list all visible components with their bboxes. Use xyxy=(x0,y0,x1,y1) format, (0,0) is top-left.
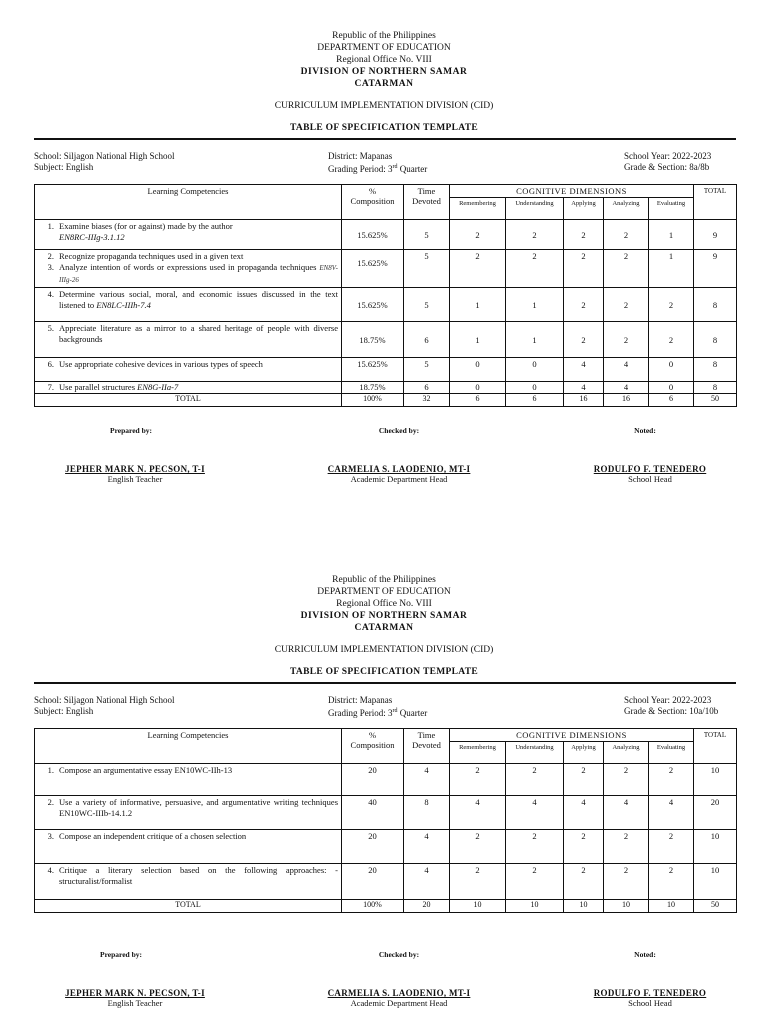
tos-sheet-grade10 xyxy=(0,574,768,1008)
noted-role: School Head xyxy=(628,998,672,1008)
checked-by-label: Checked by: xyxy=(378,950,420,959)
col-composition: % Composition xyxy=(342,729,404,764)
school-year: School Year: 2022-2023 xyxy=(624,151,712,161)
school-name: School: Siljagon National High School xyxy=(34,151,175,161)
checked-role: Academic Department Head xyxy=(350,474,448,484)
checked-by-block xyxy=(334,950,464,959)
grade-section: Grade & Section: 10a/10b xyxy=(624,706,719,716)
header-region: Regional Office No. VIII xyxy=(336,55,432,65)
header-republic: Republic of the Philippines xyxy=(332,575,436,585)
col-applying: Applying xyxy=(564,742,604,764)
col-cognitive: COGNITIVE DIMENSIONS xyxy=(450,185,694,198)
table-row: 1. Examine biases (for or against) made by the author EN8RC-IIIg-3.1.12 15.625% 5 2 2 2 2 1 9 xyxy=(35,220,737,250)
noted-name: RODULFO F. TENEDERO xyxy=(593,464,707,474)
checked-name: CARMELIA S. LAODENIO, MT-I xyxy=(327,988,471,998)
title-rule xyxy=(34,138,736,140)
col-analyzing: Analyzing xyxy=(604,742,649,764)
document-title: TABLE OF SPECIFICATION TEMPLATE xyxy=(290,667,478,677)
checked-name: CARMELIA S. LAODENIO, MT-I xyxy=(327,464,471,474)
grade-section: Grade & Section: 8a/8b xyxy=(624,162,710,172)
grading-period: Grading Period: 3rd Quarter xyxy=(328,164,428,174)
grading-period: Grading Period: 3rd Quarter xyxy=(328,708,428,718)
district: District: Mapanas xyxy=(328,695,393,705)
prepared-by-block xyxy=(56,950,186,959)
col-time: Time Devoted xyxy=(404,185,450,220)
prepared-name: JEPHER MARK N. PECSON, T-I xyxy=(65,988,205,998)
table-row: 5. Appreciate literature as a mirror to a shared heritage of people with diverse backgrounds 18.75% 6 1 1 2 2 2 8 xyxy=(35,322,737,358)
total-row: TOTAL 100% 20 10 10 10 10 10 50 xyxy=(35,900,737,913)
cid-heading: CURRICULUM IMPLEMENTATION DIVISION (CID) xyxy=(274,645,494,655)
title-rule xyxy=(34,682,736,684)
noted-label: Noted: xyxy=(634,950,656,959)
col-understanding: Understanding xyxy=(506,742,564,764)
noted-label: Noted: xyxy=(634,426,656,435)
checked-role: Academic Department Head xyxy=(350,998,448,1008)
prepared-signatory xyxy=(40,464,230,484)
noted-role: School Head xyxy=(628,474,672,484)
col-remembering: Remembering xyxy=(450,742,506,764)
checked-signatory xyxy=(304,464,494,484)
prepared-role: English Teacher xyxy=(107,998,163,1008)
total-row: TOTAL 100% 32 6 6 16 16 6 50 xyxy=(35,394,737,407)
col-competencies: Learning Competencies xyxy=(35,185,342,220)
col-time: Time Devoted xyxy=(404,729,450,764)
header-republic: Republic of the Philippines xyxy=(332,31,436,41)
prepared-role: English Teacher xyxy=(107,474,163,484)
table-row: 4. Determine various social, moral, and economic issues discussed in the text listened to EN8LC-IIIh-7.4 15.625% 5 1 1 2 2 2 8 xyxy=(35,288,737,322)
noted-block xyxy=(580,426,710,435)
col-analyzing: Analyzing xyxy=(604,198,649,220)
header-city: CATARMAN xyxy=(354,623,414,633)
letterhead xyxy=(0,30,768,90)
col-composition: % Composition xyxy=(342,185,404,220)
header-division: DIVISION OF NORTHERN SAMAR xyxy=(300,67,468,77)
school-year: School Year: 2022-2023 xyxy=(624,695,712,705)
col-understanding: Understanding xyxy=(506,198,564,220)
tos-sheet-grade8 xyxy=(0,30,768,484)
col-competencies: Learning Competencies xyxy=(35,729,342,764)
subject: Subject: English xyxy=(34,162,94,172)
prepared-signatory xyxy=(40,988,230,1008)
noted-signatory xyxy=(555,464,745,484)
checked-by-block xyxy=(334,426,464,435)
header-region: Regional Office No. VIII xyxy=(336,599,432,609)
header-deped: DEPARTMENT OF EDUCATION xyxy=(317,43,451,53)
prepared-by-label: Prepared by: xyxy=(109,426,152,435)
cid-heading: CURRICULUM IMPLEMENTATION DIVISION (CID) xyxy=(274,101,494,111)
table-row: 1. Compose an argumentative essay EN10WC-IIh-13 20 4 2 2 2 2 2 10 xyxy=(35,764,737,796)
letterhead xyxy=(0,574,768,634)
subject: Subject: English xyxy=(34,706,94,716)
document-title: TABLE OF SPECIFICATION TEMPLATE xyxy=(290,123,478,133)
table-row: 6. Use appropriate cohesive devices in various types of speech 15.625% 5 0 0 4 4 0 8 xyxy=(35,358,737,382)
prepared-name: JEPHER MARK N. PECSON, T-I xyxy=(65,464,205,474)
col-remembering: Remembering xyxy=(450,198,506,220)
table-row: 2. Use a variety of informative, persuasive, and argumentative writing techniques EN10WC-IIIb-14.1.2 40 8 4 4 4 4 4 20 xyxy=(35,796,737,830)
table-row: 3. Compose an independent critique of a chosen selection 20 4 2 2 2 2 2 10 xyxy=(35,830,737,864)
table-row: 7. Use parallel structures EN8G-IIa-7 18.75% 6 0 0 4 4 0 8 xyxy=(35,382,737,394)
header-deped: DEPARTMENT OF EDUCATION xyxy=(317,587,451,597)
noted-name: RODULFO F. TENEDERO xyxy=(593,988,707,998)
col-total: TOTAL xyxy=(694,729,737,764)
table-row: 2. Recognize propaganda techniques used in a given text 3. Analyze intention of words or expressions used in propaganda techniques EN8V-IIIg-26 15.625% 5 2 2 2 2 1 9 xyxy=(35,250,737,288)
col-total: TOTAL xyxy=(694,185,737,220)
col-cognitive: COGNITIVE DIMENSIONS xyxy=(450,729,694,742)
prepared-by-label: Prepared by: xyxy=(99,950,142,959)
tos-table xyxy=(34,728,737,913)
prepared-by-block xyxy=(66,426,196,435)
col-applying: Applying xyxy=(564,198,604,220)
noted-signatory xyxy=(555,988,745,1008)
checked-signatory xyxy=(304,988,494,1008)
checked-by-label: Checked by: xyxy=(378,426,420,435)
tos-table xyxy=(34,184,737,407)
table-row: 4. Critique a literary selection based on the following approaches: - structuralist/formalist 20 4 2 2 2 2 2 10 xyxy=(35,864,737,900)
col-evaluating: Evaluating xyxy=(649,742,694,764)
header-division: DIVISION OF NORTHERN SAMAR xyxy=(300,611,468,621)
noted-block xyxy=(580,950,710,959)
header-city: CATARMAN xyxy=(354,79,414,89)
district: District: Mapanas xyxy=(328,151,393,161)
col-evaluating: Evaluating xyxy=(649,198,694,220)
school-name: School: Siljagon National High School xyxy=(34,695,175,705)
